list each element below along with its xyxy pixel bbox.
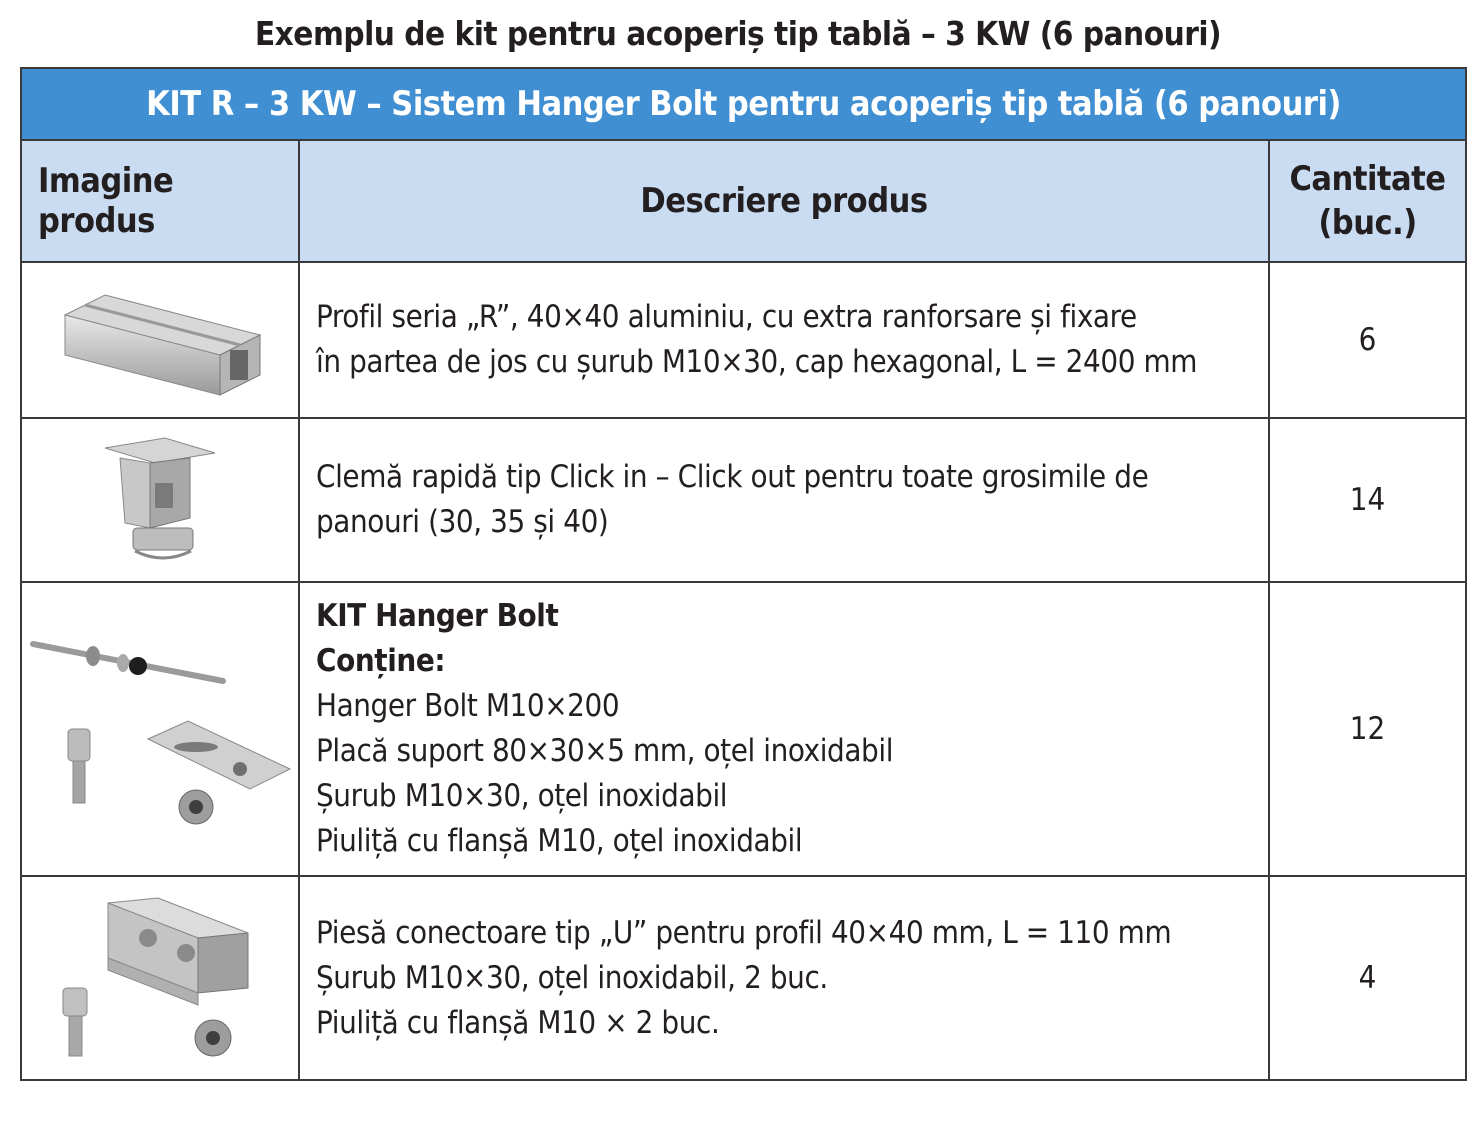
description-cell: [299, 418, 1269, 582]
table-row: [21, 582, 1466, 876]
column-header-image: Imagine produs: [21, 140, 299, 262]
hanger-bolt-kit-icon: [28, 629, 293, 829]
description-line: Profil seria „R”, 40×40 aluminiu, cu extra ranforsare și fixare: [316, 299, 1137, 335]
quantity-value: 4: [1269, 876, 1466, 1080]
column-header-quantity: [1269, 140, 1466, 262]
kit-contents-label: Conține:: [316, 643, 446, 679]
table-row: [21, 876, 1466, 1080]
quantity-header-line2: (buc.): [1318, 203, 1417, 243]
description-line: Piuliță cu flanșă M10, oțel inoxidabil: [316, 823, 803, 859]
description-line: Șurub M10×30, oțel inoxidabil, 2 buc.: [316, 959, 828, 996]
quick-clamp-icon: [95, 433, 225, 568]
quantity-value: 14: [1269, 418, 1466, 582]
table-row: [21, 262, 1466, 418]
description-line: Hanger Bolt M10×200: [316, 688, 620, 724]
description-cell: [299, 582, 1269, 876]
kit-table: [20, 67, 1467, 1081]
column-header-description: Descriere produs: [299, 140, 1269, 262]
kit-header: KIT R – 3 KW – Sistem Hanger Bolt pentru acoperiș tip tablă (6 panouri): [21, 68, 1466, 140]
description-line: Șurub M10×30, oțel inoxidabil: [316, 778, 728, 814]
description-cell: [299, 262, 1269, 418]
description-cell: [299, 876, 1269, 1080]
description-line: panouri (30, 35 și 40): [316, 504, 609, 540]
quantity-value: 6: [1269, 262, 1466, 418]
description-line: Placă suport 80×30×5 mm, oțel inoxidabil: [316, 733, 894, 769]
description-line: Piesă conectoare tip „U” pentru profil 40×40 mm, L = 110 mm: [316, 914, 1172, 951]
u-connector-icon: [48, 893, 273, 1063]
quantity-value: 12: [1269, 582, 1466, 876]
description-line: Piuliță cu flanșă M10 × 2 buc.: [316, 1004, 720, 1041]
kit-title: KIT Hanger Bolt: [316, 598, 559, 634]
page-title: Exemplu de kit pentru acoperiș tip tablă – 3 KW (6 panouri): [254, 14, 1222, 53]
aluminium-profile-icon: [45, 280, 275, 400]
description-line: Clemă rapidă tip Click in – Click out pentru toate grosimile de: [316, 459, 1149, 495]
table-row: [21, 418, 1466, 582]
description-line: în partea de jos cu șurub M10×30, cap hexagonal, L = 2400 mm: [316, 344, 1198, 380]
quantity-header-line1: Cantitate: [1289, 158, 1446, 199]
